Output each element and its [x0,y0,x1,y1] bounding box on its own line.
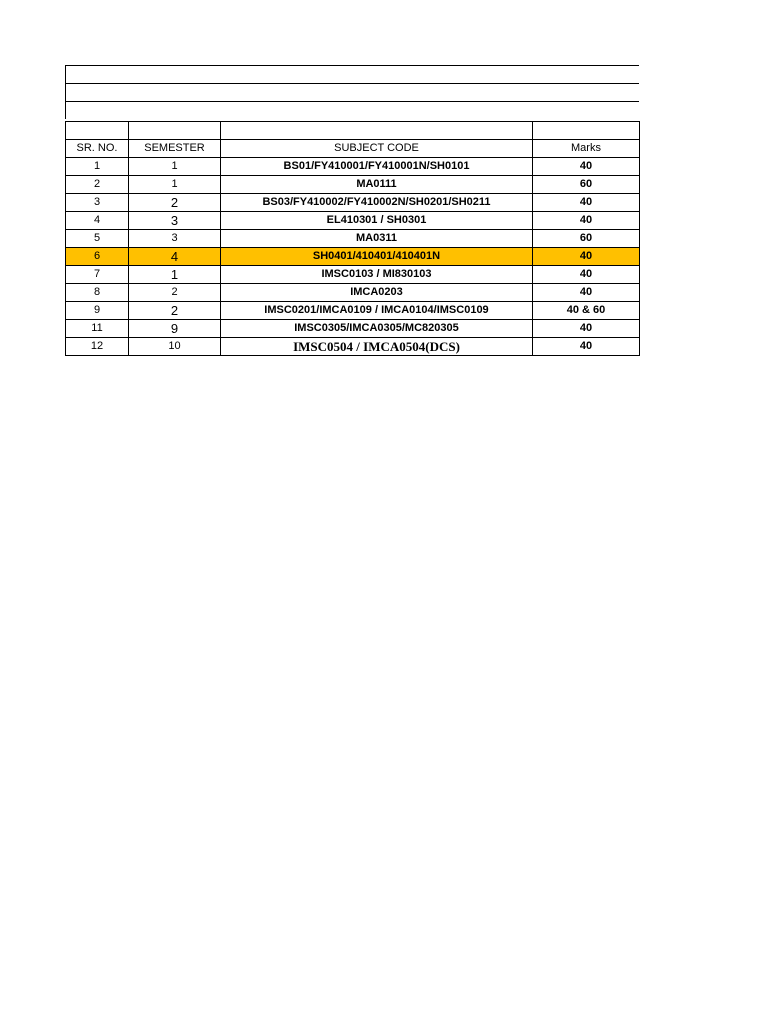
empty-cell [533,122,640,140]
table-row [66,230,640,248]
table-row [66,194,640,212]
table-row [66,212,640,230]
table-row [66,338,640,356]
table-blank-row [66,122,640,140]
sr-no-cell: 12 [66,338,129,356]
table-row [66,176,640,194]
semester-cell: 3 [129,230,221,248]
subject-code-cell: IMCA0203 [221,284,533,302]
marks-cell: 40 [533,248,640,266]
sr-no-cell: 9 [66,302,129,320]
table-row [66,158,640,176]
sr-no-cell: 7 [66,266,129,284]
empty-cell [129,122,221,140]
sr-no-cell: 3 [66,194,129,212]
sr-no-cell: 6 [66,248,129,266]
header-subject-code: SUBJECT CODE [221,140,533,158]
table-row [66,320,640,338]
sr-no-cell: 5 [66,230,129,248]
semester-cell: 10 [129,338,221,356]
empty-cell [221,122,533,140]
spreadsheet-sheet [65,65,639,354]
blank-banner-row [65,83,639,101]
subject-code-cell: BS03/FY410002/FY410002N/SH0201/SH0211 [221,194,533,212]
marks-table [65,121,640,356]
subject-code-cell: IMSC0103 / MI830103 [221,266,533,284]
table-row-highlighted [66,248,640,266]
marks-cell: 40 [533,284,640,302]
marks-cell: 40 [533,266,640,284]
marks-cell: 40 [533,212,640,230]
semester-cell: 1 [129,176,221,194]
blank-banner-row [65,101,639,119]
subject-code-cell: SH0401/410401/410401N [221,248,533,266]
sr-no-cell: 1 [66,158,129,176]
marks-cell: 60 [533,230,640,248]
table-row [66,302,640,320]
semester-cell: 4 [129,248,221,266]
marks-cell: 40 [533,338,640,356]
sr-no-cell: 4 [66,212,129,230]
header-marks: Marks [533,140,640,158]
blank-banner-row [65,65,639,83]
table-header-row [66,140,640,158]
subject-code-cell: BS01/FY410001/FY410001N/SH0101 [221,158,533,176]
subject-code-cell: EL410301 / SH0301 [221,212,533,230]
subject-code-cell: IMSC0201/IMCA0109 / IMCA0104/IMSC0109 [221,302,533,320]
semester-cell: 2 [129,194,221,212]
semester-cell: 3 [129,212,221,230]
marks-cell: 40 & 60 [533,302,640,320]
sr-no-cell: 8 [66,284,129,302]
table-row [66,284,640,302]
marks-cell: 40 [533,320,640,338]
header-semester: SEMESTER [129,140,221,158]
sr-no-cell: 11 [66,320,129,338]
empty-cell [66,122,129,140]
semester-cell: 2 [129,302,221,320]
semester-cell: 9 [129,320,221,338]
marks-cell: 60 [533,176,640,194]
sr-no-cell: 2 [66,176,129,194]
marks-cell: 40 [533,158,640,176]
subject-code-cell: IMSC0305/IMCA0305/MC820305 [221,320,533,338]
semester-cell: 1 [129,158,221,176]
subject-code-cell: IMSC0504 / IMCA0504(DCS) [221,338,533,356]
semester-cell: 1 [129,266,221,284]
subject-code-cell: MA0311 [221,230,533,248]
header-sr-no: SR. NO. [66,140,129,158]
subject-code-cell: MA0111 [221,176,533,194]
semester-cell: 2 [129,284,221,302]
table-row [66,266,640,284]
marks-cell: 40 [533,194,640,212]
